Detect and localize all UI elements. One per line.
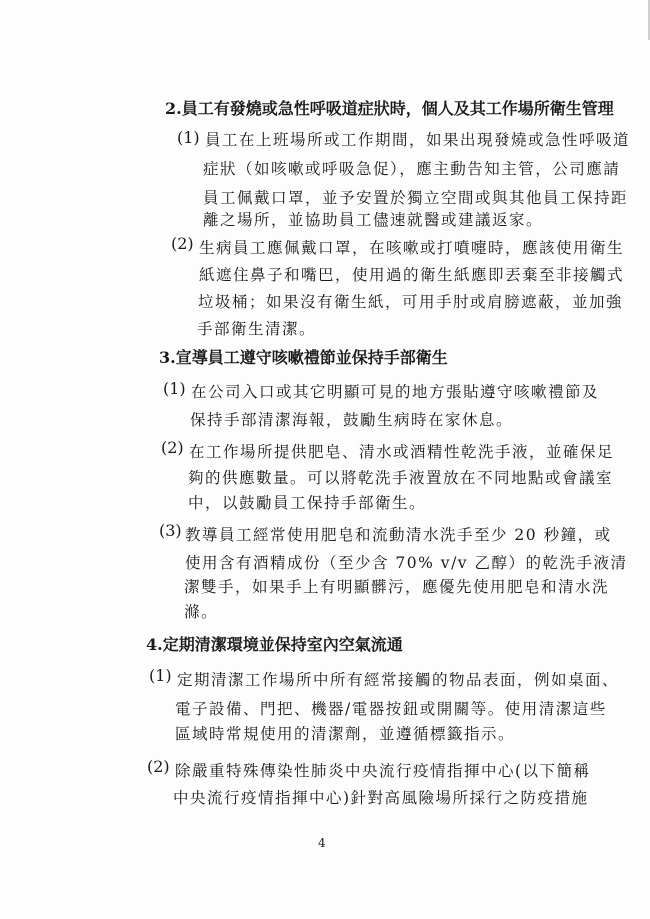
- text-line: 教導員工經常使用肥皂和流動清水洗手至少 20 秒鐘，或: [185, 526, 612, 544]
- section-heading: 3.宣導員工遵守咳嗽禮節並保持手部衛生: [159, 348, 448, 367]
- text-line: 潔雙手，如果手上有明顯髒污，應優先使用肥皂和清水洗: [184, 578, 610, 596]
- item-number: (1): [149, 666, 172, 685]
- text-line: 垃圾桶；如果沒有衛生紙，可用手肘或肩膀遮蔽，並加強: [198, 293, 624, 311]
- text-line: 生病員工應佩戴口罩，在咳嗽或打噴嚏時，應該使用衛生: [199, 239, 625, 257]
- text-line: 症狀（如咳嗽或呼吸急促），應主動告知主管，公司應請: [203, 160, 621, 178]
- text-line: 中，以鼓勵員工保持手部衛生。: [188, 494, 427, 512]
- text-line: 手部衛生清潔。: [197, 320, 317, 338]
- item-number: (1): [163, 379, 186, 398]
- item-number: (1): [177, 128, 200, 147]
- item-number: (2): [147, 757, 170, 776]
- text-line: 滌。: [184, 603, 219, 621]
- text-line: 在公司入口或其它明顯可見的地方張貼遵守咳嗽禮節及: [191, 383, 600, 401]
- text-line: 員工佩戴口罩，並予安置於獨立空間或與其他員工保持距: [203, 189, 629, 207]
- text-line: 使用含有酒精成份（至少含 70% v/v 乙醇）的乾洗手液清: [185, 554, 628, 572]
- item-number: (3): [159, 521, 182, 540]
- item-number: (2): [171, 234, 194, 253]
- text-line: 在工作場所提供肥皂、清水或酒精性乾洗手液，並確保足: [189, 443, 615, 461]
- text-line: 區域時常規使用的清潔劑，並遵循標籤指示。: [175, 725, 516, 743]
- text-line: 離之場所，並協助員工儘速就醫或建議返家。: [203, 211, 544, 229]
- text-line: 定期清潔工作場所中所有經常接觸的物品表面，例如桌面、: [177, 671, 620, 689]
- text-line: 員工在上班場所或工作期間，如果出現發燒或急性呼吸道: [205, 131, 631, 149]
- text-line: 夠的供應數量。可以將乾洗手液置放在不同地點或會議室: [188, 469, 614, 487]
- section-heading: 2.員工有發燒或急性呼吸道症狀時，個人及其工作場所衛生管理: [165, 99, 614, 118]
- text-line: 除嚴重特殊傳染性肺炎中央流行疫情指揮中心(以下簡稱: [175, 762, 591, 780]
- text-line: 電子設備、門把、機器/電器按鈕或開關等。使用清潔這些: [175, 700, 607, 718]
- text-line: 保持手部清潔海報，鼓勵生病時在家休息。: [190, 411, 514, 429]
- item-number: (2): [161, 438, 184, 457]
- section-heading: 4.定期清潔環境並保持室內空氣流通: [146, 635, 403, 654]
- page-number: 4: [318, 836, 326, 850]
- text-line: 中央流行疫情指揮中心)針對高風險場所採行之防疫措施: [173, 789, 589, 807]
- text-line: 紙遮住鼻子和嘴巴，使用過的衛生紙應即丟棄至非接觸式: [199, 266, 625, 284]
